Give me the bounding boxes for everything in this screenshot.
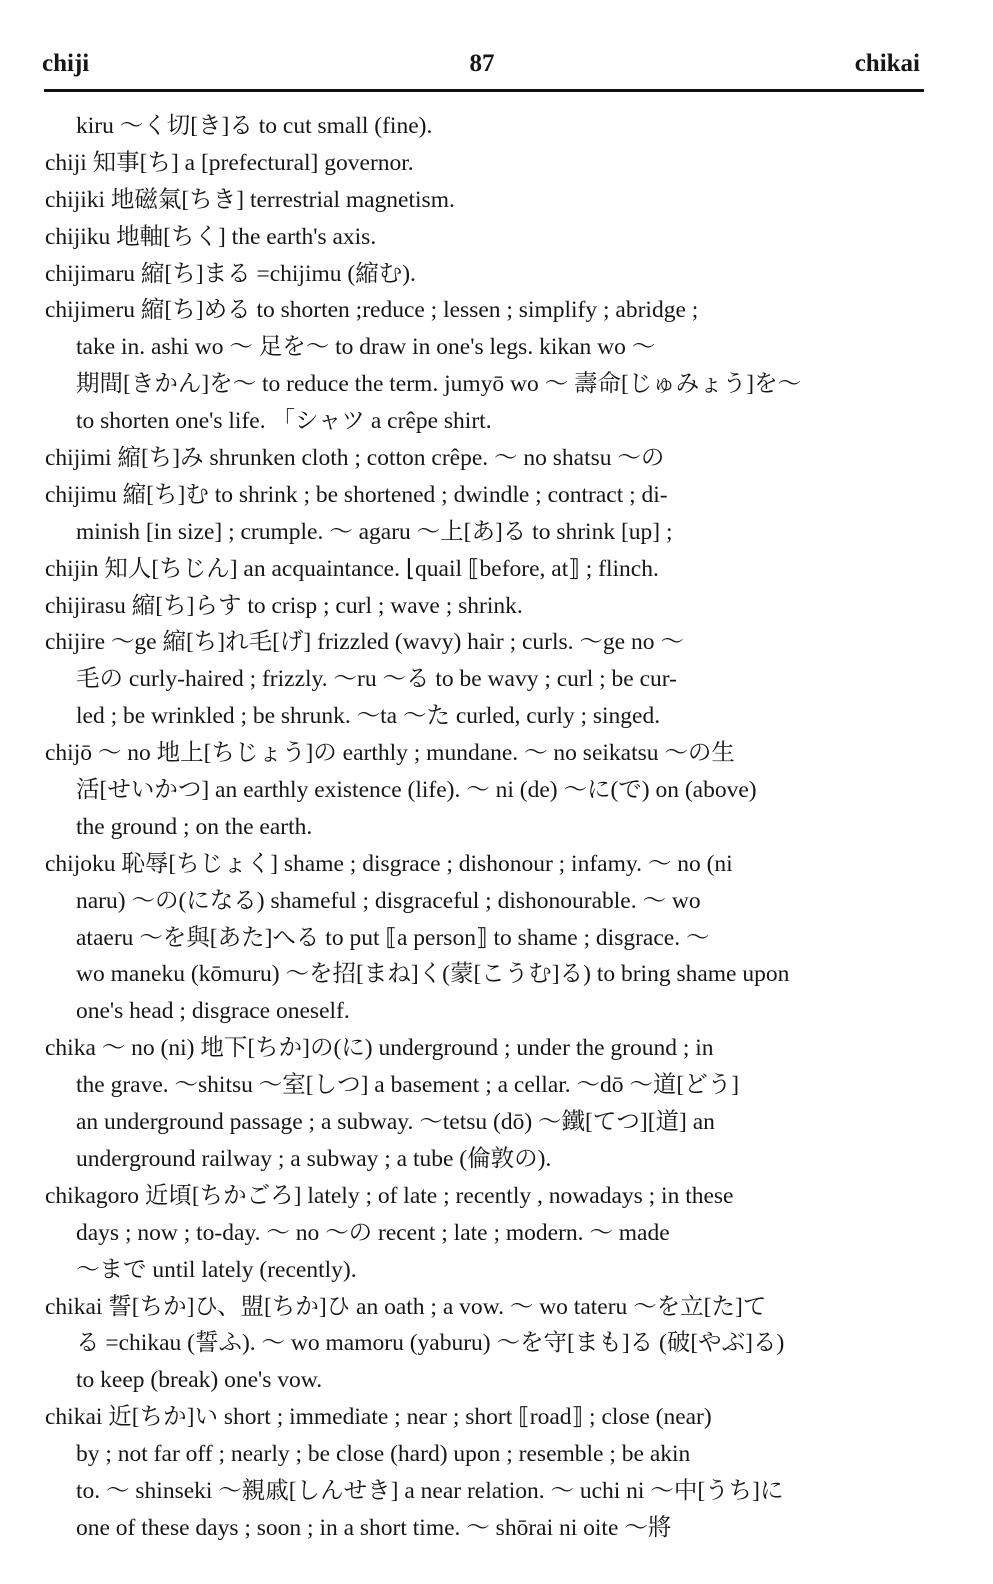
entry-line: chikai 近[ちか]い short ; immediate ; near ; short ⟦road⟧ ; close (near) (45, 1404, 712, 1431)
entry-line: chijirasu 縮[ち]らす to crisp ; curl ; wave ; shrink. (45, 592, 523, 619)
entry-line: chijiki 地磁氣[ちき] terrestrial magnetism. (45, 186, 455, 213)
entry-line: to keep (break) one's vow. (76, 1367, 323, 1394)
entry-line: 期間[きかん]を～ to reduce the term. jumyō wo ～ 壽命[じゅみょう]を～ (76, 371, 802, 398)
entry-line: minish [in size] ; crumple. ～ agaru ～上[あ]る to shrink [up] ; (76, 518, 673, 545)
entry-line: ataeru ～を與[あた]へる to put ⟦a person⟧ to shame ; disgrace. ～ (76, 924, 710, 951)
entry-line: chiji 知事[ち] a [prefectural] governor. (45, 149, 414, 176)
entry-line: chijin 知人[ちじん] an acquaintance. ⌊quail ⟦before, at⟧ ; flinch. (45, 555, 659, 582)
entry-line: naru) ～の(になる) shameful ; disgraceful ; dishonourable. ～ wo (76, 887, 701, 914)
entry-line: ～まで until lately (recently). (76, 1256, 357, 1283)
entry-line: kiru ～く切[き]る to cut small (fine). (76, 113, 433, 139)
entry-line: chijimeru 縮[ち]める to shorten ;reduce ; lessen ; simplify ; abridge ; (45, 297, 699, 324)
entry-line: days ; now ; to-day. ～ no ～の recent ; late ; modern. ～ made (76, 1219, 670, 1246)
header-last-word: chikai (854, 50, 920, 77)
entry-line: wo maneku (kōmuru) ～を招[まね]く(蒙[こうむ]る) to bring shame upon (76, 961, 790, 988)
entry-line: one's head ; disgrace oneself. (76, 998, 350, 1025)
header-rule (44, 89, 924, 92)
entry-line: the ground ; on the earth. (76, 813, 313, 840)
entry-line: chijimi 縮[ち]み shrunken cloth ; cotton crêpe. ～ no shatsu ～の (45, 445, 665, 472)
entry-line: chijoku 恥辱[ちじょく] shame ; disgrace ; dishonour ; infamy. ～ no (ni (45, 850, 733, 877)
page-number: 87 (469, 50, 495, 77)
entry-line: take in. ashi wo ～ 足を～ to draw in one's legs. kikan wo ～ (76, 334, 656, 361)
entry-line: chijire ～ge 縮[ち]れ毛[げ] frizzled (wavy) hair ; curls. ～ge no ～ (45, 629, 684, 656)
entry-line: 毛の curly-haired ; frizzly. ～ru ～る to be wavy ; curl ; be cur- (76, 666, 677, 693)
entry-line: 活[せいかつ] an earthly existence (life). ～ ni (de) ～に(で) on (above) (76, 777, 757, 804)
entry-line: an underground passage ; a subway. ～tetsu (dō) ～鐵[てつ][道] an (76, 1109, 715, 1136)
dictionary-entries (45, 108, 940, 1547)
entry-line: led ; be wrinkled ; be shrunk. ～ta ～た curled, curly ; singed. (76, 703, 661, 730)
entry-line: chijimaru 縮[ち]まる =chijimu (縮む). (45, 260, 416, 287)
entry-line: chikai 誓[ちか]ひ、盟[ちか]ひ an oath ; a vow. ～ wo tateru ～を立[た]て (45, 1293, 767, 1320)
header-first-word: chiji (42, 50, 90, 77)
entry-line: chijō ～ no 地上[ちじょう]の earthly ; mundane. ～ no seikatsu ～の生 (45, 740, 735, 767)
entry-line: the grave. ～shitsu ～室[しつ] a basement ; a cellar. ～dō ～道[どう] (76, 1072, 740, 1099)
entry-line: chikagoro 近頃[ちかごろ] lately ; of late ; recently , nowadays ; in these (45, 1182, 734, 1209)
entry-line: chijimu 縮[ち]む to shrink ; be shortened ; dwindle ; contract ; di- (45, 481, 668, 508)
entry-line: to shorten one's life. 「シャツ a crêpe shirt. (76, 408, 492, 435)
entry-line: to. ～ shinseki ～親戚[しんせき] a near relation. ～ uchi ni ～中[うち]に (76, 1477, 784, 1504)
page-header (42, 46, 922, 86)
entry-line: one of these days ; soon ; in a short time. ～ shōrai ni oite ～將 (76, 1514, 672, 1541)
entry-line: chijiku 地軸[ちく] the earth's axis. (45, 223, 377, 250)
entry-line: る =chikau (誓ふ). ～ wo mamoru (yaburu) ～を守[まも]る (破[やぶ]る) (76, 1330, 785, 1357)
entry-line: underground railway ; a subway ; a tube (倫敦の). (76, 1145, 552, 1172)
entry-line: chika ～ no (ni) 地下[ちか]の(に) underground ; under the ground ; in (45, 1035, 714, 1062)
entry-line: by ; not far off ; nearly ; be close (hard) upon ; resemble ; be akin (76, 1441, 691, 1468)
